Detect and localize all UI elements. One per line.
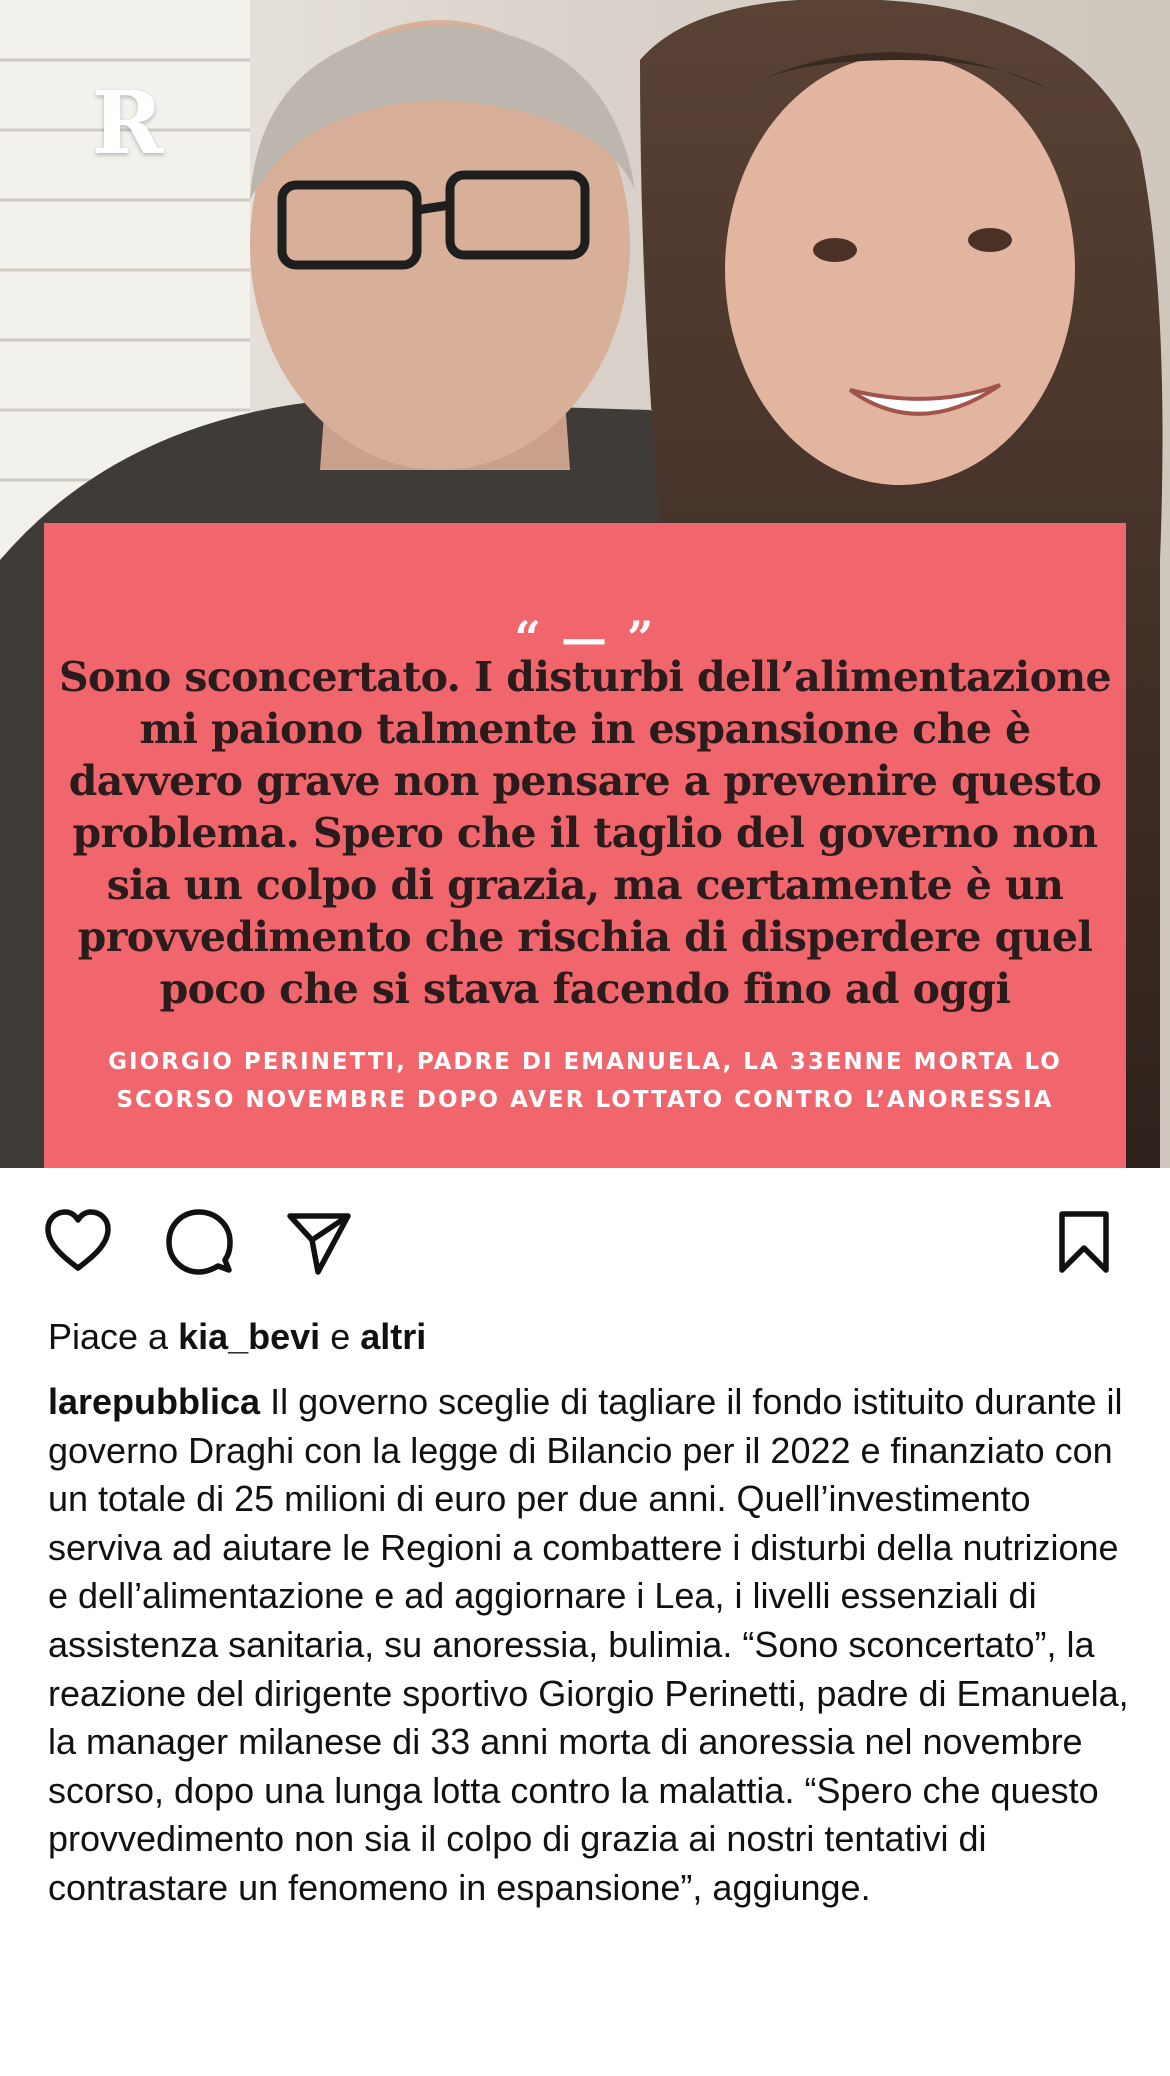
paper-plane-icon[interactable] — [282, 1206, 354, 1278]
likes-line — [48, 1312, 1128, 1362]
caption-text: Il governo sceglie di tagliare il fondo istituito durante il governo Draghi con la legge di Bilancio per il 2022 e finanziato con un totale di 25 milioni di euro per due anni. Quell’investimento serviva ad aiutare le Regioni a combattere i disturbi della nutrizione e dell’alimentazione e ad aggiornare i Lea, i livelli essenziali di assistenza sanitaria, su anoressia, bulimia. “Sono sconcertato”, la reazione del dirigente sportivo Giorgio Perinetti, padre di Emanuela, la manager milanese di 33 anni morta di anoressia nel novembre scorso, dopo una lunga lotta contro la malattia. “Spero che questo provvedimento non sia il colpo di grazia ai nostri tentativi di contrastare un fenomeno in espansione”, aggiunge. — [48, 1381, 1129, 1908]
quote-text: Sono sconcertato. I disturbi dell’alimentazione mi paiono talmente in espansione che è davvero grave non pensare a prevenire questo problema. Spero che il taglio del governo non sia un colpo di grazia, ma certamente è un provvedimento che rischia di disperdere quel poco che si stava facendo fino ad oggi — [58, 653, 1112, 1013]
caption — [48, 1378, 1140, 2058]
quote-marks: “ — ” — [514, 611, 656, 665]
likes-prefix: Piace a — [48, 1316, 179, 1357]
likes-others-link[interactable]: altri — [360, 1316, 427, 1357]
action-bar — [0, 1168, 1170, 1308]
likes-middle: e — [320, 1316, 361, 1357]
comment-icon[interactable] — [163, 1206, 235, 1278]
caption-username[interactable]: larepubblica — [48, 1381, 261, 1422]
quote-attribution: GIORGIO PERINETTI, PADRE DI EMANUELA, LA 33ENNE MORTA LO SCORSO NOVEMBRE DOPO AVER LOTTATO CONTRO L’ANORESSIA — [108, 1049, 1062, 1113]
liker-username[interactable]: kia_bevi — [178, 1316, 321, 1357]
brand-logo: R — [92, 73, 164, 174]
heart-icon[interactable] — [42, 1206, 114, 1278]
bookmark-icon[interactable] — [1048, 1206, 1120, 1278]
quote-card — [44, 523, 1126, 1168]
